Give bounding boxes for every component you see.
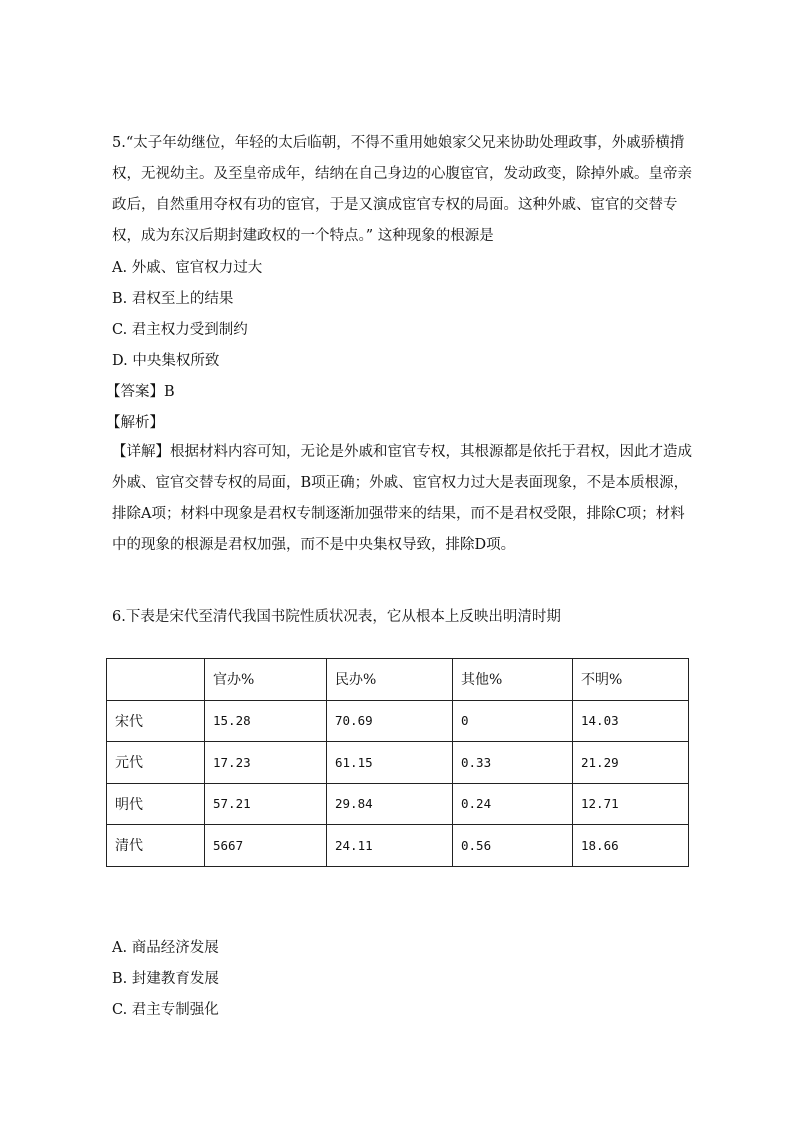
table-row xyxy=(107,825,689,867)
table-cell: 14.03 xyxy=(573,700,689,742)
table-header-cell xyxy=(107,659,205,701)
table-cell: 24.11 xyxy=(327,825,453,867)
q5-answer: 【答案】B xyxy=(106,384,175,400)
q5-option-d: D. 中央集权所致 xyxy=(112,353,220,369)
table-cell: 0 xyxy=(453,700,573,742)
q6-option-c: C. 君主专制强化 xyxy=(112,1002,219,1018)
q5-option-a: A. 外戚、宦官权力过大 xyxy=(112,260,263,276)
table-cell: 5667 xyxy=(205,825,327,867)
table-cell: 18.66 xyxy=(573,825,689,867)
table-cell: 29.84 xyxy=(327,783,453,825)
q5-explanation: 【详解】根据材料内容可知，无论是外戚和宦官专权，其根源都是依托于君权，因此才造成外戚、宦官交替专权的局面，B项正确；外戚、宦官权力过大是表面现象，不是本质根源，排除A项；材料中现象是君权专制逐渐加强带来的结果，而不是君权受限，排除C项；材料中的现象的根源是君权加强，而不是中央集权导致，排除D项。 xyxy=(112,444,692,553)
table-cell: 12.71 xyxy=(573,783,689,825)
table-cell: 61.15 xyxy=(327,742,453,784)
table-cell: 0.24 xyxy=(453,783,573,825)
table-header-cell: 其他% xyxy=(453,659,573,701)
academy-nature-table xyxy=(106,658,689,867)
table-cell: 70.69 xyxy=(327,700,453,742)
q6-option-a: A. 商品经济发展 xyxy=(112,940,219,956)
table-header-cell: 官办% xyxy=(205,659,327,701)
table-cell: 0.33 xyxy=(453,742,573,784)
q6-option-b: B. 封建教育发展 xyxy=(112,971,219,987)
question-5-stem: 5.“太子年幼继位，年轻的太后临朝，不得不重用她娘家父兄来协助处理政事，外戚骄横揹权，无视幼主。及至皇帝成年，结纳在自己身边的心腹宦官，发动政变，除掉外戚。皇帝亲政后，自然重用夺权有功的宦官，于是又演成宦官专权的局面。这种外戚、宦官的交替专权，成为东汉后期封建政权的一个特点。” 这种现象的根源是 xyxy=(112,135,692,244)
table-cell: 21.29 xyxy=(573,742,689,784)
question-6-stem: 6.下表是宋代至清代我国书院性质状况表，它从根本上反映出明清时期 xyxy=(112,609,561,625)
table-header-cell: 不明% xyxy=(573,659,689,701)
q5-option-c: C. 君主权力受到制约 xyxy=(112,322,248,338)
q5-analysis-label: 【解析】 xyxy=(106,415,164,431)
q5-option-b: B. 君权至上的结果 xyxy=(112,291,234,307)
table-cell: 0.56 xyxy=(453,825,573,867)
table-cell: 57.21 xyxy=(205,783,327,825)
table-cell-dynasty: 宋代 xyxy=(107,700,205,742)
table-cell-dynasty: 元代 xyxy=(107,742,205,784)
table-row xyxy=(107,700,689,742)
table-row xyxy=(107,783,689,825)
table-cell: 17.23 xyxy=(205,742,327,784)
table-header-cell: 民办% xyxy=(327,659,453,701)
table-cell-dynasty: 清代 xyxy=(107,825,205,867)
table-cell: 15.28 xyxy=(205,700,327,742)
table-cell-dynasty: 明代 xyxy=(107,783,205,825)
table-row xyxy=(107,742,689,784)
table-header-row xyxy=(107,659,689,701)
